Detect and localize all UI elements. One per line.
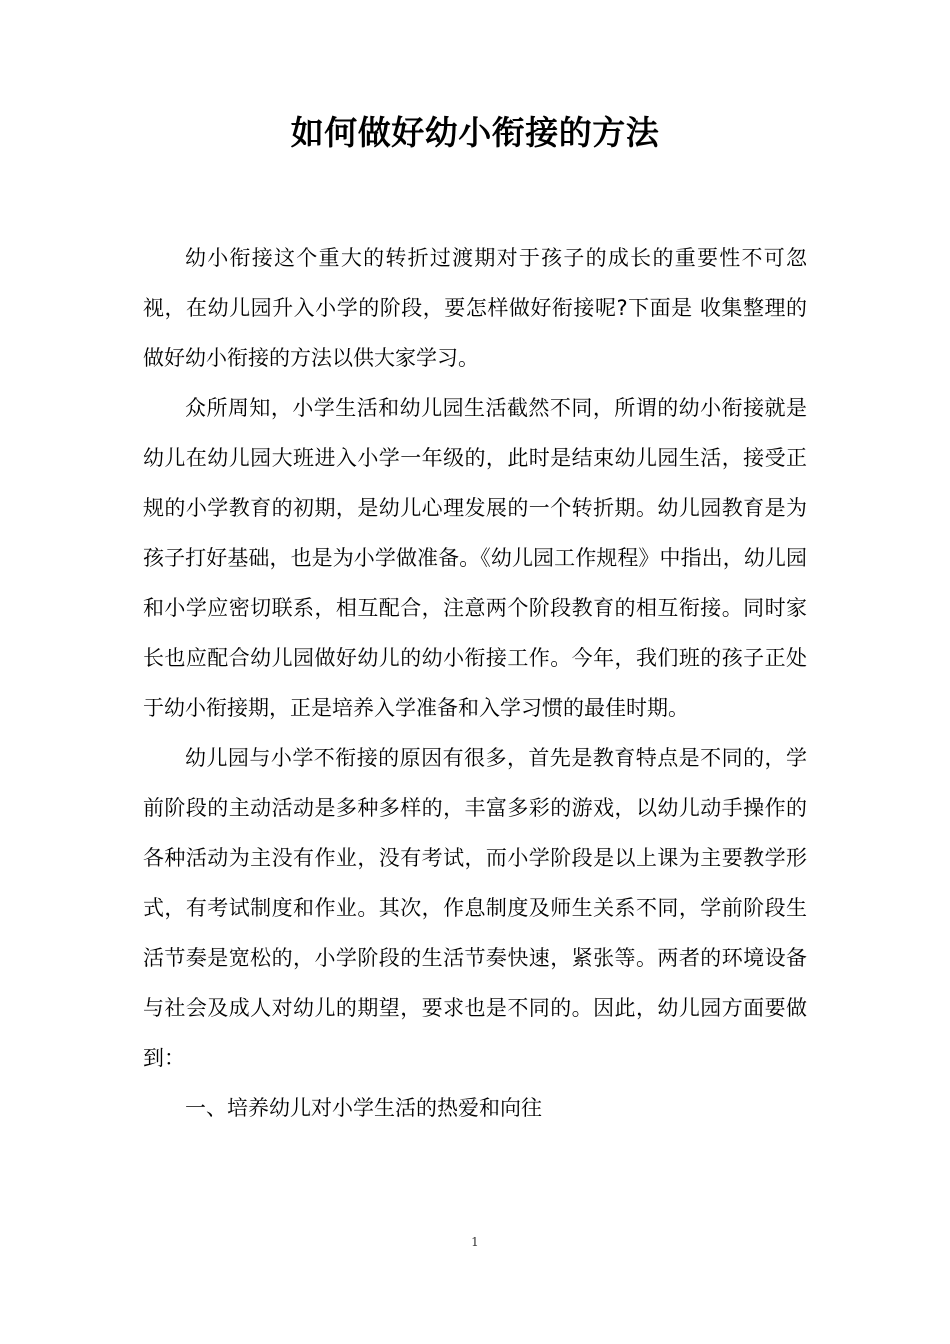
paragraph-intro: 幼小衔接这个重大的转折过渡期对于孩子的成长的重要性不可忽视，在幼儿园升入小学的阶段，要怎样做好衔接呢?下面是 收集整理的做好幼小衔接的方法以供大家学习。 bbox=[143, 246, 807, 370]
page-number: 1 bbox=[471, 1235, 479, 1249]
section-heading-1: 一、培养幼儿对小学生活的热爱和向往 bbox=[185, 1096, 542, 1120]
document-title: 如何做好幼小衔接的方法 bbox=[290, 113, 660, 152]
paragraph-background: 众所周知，小学生活和幼儿园生活截然不同，所谓的幼小衔接就是幼儿在幼儿园大班进入小学一年级的，此时是结束幼儿园生活，接受正规的小学教育的初期，是幼儿心理发展的一个转折期。幼儿园教育是为孩子打好基础，也是为小学做准备。《幼儿园工作规程》中指出，幼儿园和小学应密切联系，相互配合，注意两个阶段教育的相互衔接。同时家长也应配合幼儿园做好幼儿的幼小衔接工作。今年，我们班的孩子正处于幼小衔接期，正是培养入学准备和入学习惯的最佳时期。 bbox=[143, 396, 807, 720]
paragraph-reasons: 幼儿园与小学不衔接的原因有很多，首先是教育特点是不同的，学前阶段的主动活动是多种多样的，丰富多彩的游戏，以幼儿动手操作的各种活动为主没有作业，没有考试，而小学阶段是以上课为主要教学形式，有考试制度和作业。其次，作息制度及师生关系不同，学前阶段生活节奏是宽松的，小学阶段的生活节奏快速，紧张等。两者的环境设备与社会及成人对幼儿的期望，要求也是不同的。因此，幼儿园方面要做到： bbox=[143, 746, 807, 1070]
document-body bbox=[143, 233, 807, 1133]
